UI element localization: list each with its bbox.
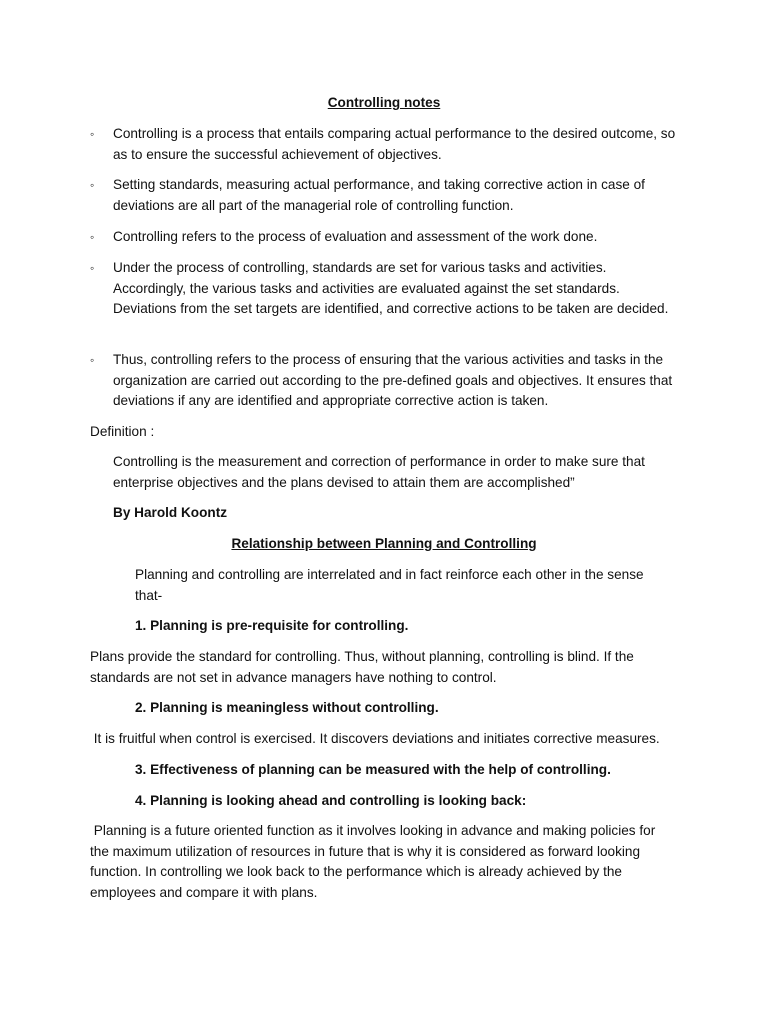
relationship-intro: Planning and controlling are interrelated and in fact reinforce each other in the sense that- (135, 567, 644, 603)
bullet-marker: ◦ (90, 353, 95, 367)
bullet-marker: ◦ (90, 261, 95, 275)
bullet-marker: ◦ (90, 178, 95, 192)
bullet-item-2: Setting standards, measuring actual performance, and taking corrective action in case of deviations are all part of the managerial role of controlling function. (113, 177, 645, 213)
bullet-item-4: Under the process of controlling, standards are set for various tasks and activities. Accordingly, the various tasks and activities are evaluated against the set standards. Deviations from the set targets are identified, and corrective actions to be taken are decided. (113, 260, 669, 316)
relationship-heading: Relationship between Planning and Controlling (231, 536, 537, 551)
point1-text: Plans provide the standard for controlling. Thus, without planning, controlling is blind. If the standards are not set in advance managers have nothing to control. (90, 649, 634, 685)
definition-text: Controlling is the measurement and correction of performance in order to make sure that enterprise objectives and the plans devised to attain them are accomplished” (113, 454, 645, 490)
point4-heading: 4. Planning is looking ahead and controlling is looking back: (135, 793, 527, 808)
point3-heading: 3. Effectiveness of planning can be measured with the help of controlling. (135, 762, 611, 777)
bullet-item-3: Controlling refers to the process of evaluation and assessment of the work done. (113, 229, 598, 244)
point2-heading: 2. Planning is meaningless without controlling. (135, 700, 439, 715)
bullet-marker: ◦ (90, 230, 95, 244)
point4-text: Planning is a future oriented function as it involves looking in advance and making policies for the maximum utilization of resources in future that is why it is considered as forward looking function. In controlling we look back to the performance which is already achieved by the employees and compare it with plans. (90, 823, 660, 900)
point1-heading: 1. Planning is pre-requisite for controlling. (135, 618, 409, 633)
bullet-item-1: Controlling is a process that entails comparing actual performance to the desired outcome, so as to ensure the successful achievement of objectives. (113, 126, 676, 162)
page-title: Controlling notes (327, 95, 441, 110)
bullet-marker: ◦ (90, 127, 95, 141)
point2-text: It is fruitful when control is exercised. It discovers deviations and initiates corrective measures. (90, 731, 660, 746)
bullet-item-5: Thus, controlling refers to the process of ensuring that the various activities and tasks in the organization are carried out according to the pre-defined goals and objectives. It ensures that deviations if any are identified and appropriate corrective action is taken. (113, 352, 673, 408)
definition-label: Definition : (90, 424, 155, 439)
attribution: By Harold Koontz (113, 505, 228, 520)
